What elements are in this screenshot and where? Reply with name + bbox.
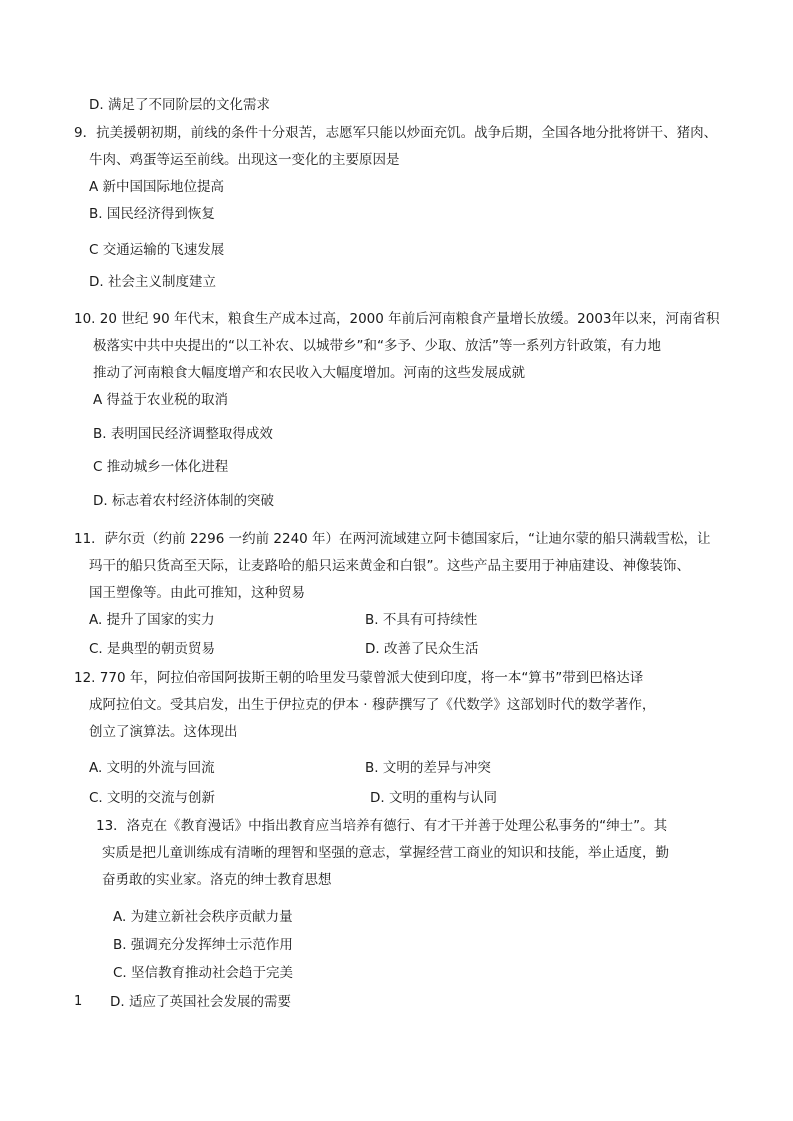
- q10-option-b: B. 表明国民经济调整取得成效: [93, 426, 273, 442]
- q13-option-c: C. 坚信教育推动社会趋于完美: [113, 965, 294, 981]
- q11-stem-line-1: 11．萨尔贡（约前 2296 一约前 2240 年）在两河流域建立阿卡德国家后，“让迪尔蒙的船只满载雪松，让: [74, 531, 711, 547]
- q13-stem-line-2: 实质是把儿童训练成有清晰的理智和坚强的意志，掌握经营工商业的知识和技能，举止适度，勤: [102, 845, 669, 861]
- q12-stem-line-1: 12. 770 年，阿拉伯帝国阿拔斯王朝的哈里发马蒙曾派大使到印度，将一本“算书”带到巴格达译: [74, 670, 644, 686]
- q8-option-d: D. 满足了不同阶层的文化需求: [89, 97, 270, 113]
- q10-option-a: A 得益于农业税的取消: [93, 392, 229, 408]
- q12-option-c: C. 文明的交流与创新: [89, 790, 216, 806]
- q9-option-d: D. 社会主义制度建立: [89, 274, 216, 290]
- q11-stem-line-3: 国王塑像等。由此可推知，这种贸易: [89, 585, 305, 601]
- page-number: 1: [74, 994, 83, 1009]
- q13-stem-line-3: 奋勇敢的实业家。洛克的绅士教育思想: [102, 872, 332, 888]
- q9-stem-line-1: 9．抗美援朝初期，前线的条件十分艰苦，志愿军只能以炒面充饥。战争后期，全国各地分批将饼干、猪肉、: [74, 125, 718, 141]
- q9-option-a: A 新中国国际地位提高: [89, 179, 225, 195]
- q11-option-c: C. 是典型的朝贡贸易: [89, 641, 216, 657]
- q12-stem-line-2: 成阿拉伯文。受其启发，出生于伊拉克的伊本 · 穆萨撰写了《代数学》这部划时代的数学著作，: [89, 697, 656, 713]
- q11-option-a: A. 提升了国家的实力: [89, 612, 215, 628]
- q10-option-c: C 推动城乡一体化进程: [93, 459, 229, 475]
- q13-option-d: D. 适应了英国社会发展的需要: [110, 994, 291, 1010]
- q10-stem-line-3: 推动了河南粮食大幅度增产和农民收入大幅度增加。河南的这些发展成就: [93, 365, 525, 381]
- q11-stem-line-2: 玛干的船只货高至天际，让麦路哈的船只运来黄金和白银”。这些产品主要用于神庙建设、神像装饰、: [89, 558, 690, 574]
- q10-stem-line-1: 10. 20 世纪 90 年代末，粮食生产成本过高，2000 年前后河南粮食产量增长放缓。2003年以来，河南省积: [74, 311, 720, 327]
- q9-stem-line-2: 牛肉、鸡蛋等运至前线。出现这一变化的主要原因是: [89, 152, 400, 168]
- q13-option-b: B. 强调充分发挥绅士示范作用: [113, 937, 293, 953]
- q10-option-d: D. 标志着农村经济体制的突破: [93, 493, 274, 509]
- q11-option-d: D. 改善了民众生活: [365, 641, 479, 657]
- q12-option-d: D. 文明的重构与认同: [370, 790, 497, 806]
- q9-option-c: C 交通运输的飞速发展: [89, 242, 225, 258]
- q13-stem-line-1: 13．洛克在《教育漫话》中指出教育应当培养有德行、有才干并善于处理公私事务的“绅士”。其: [96, 818, 668, 834]
- q13-option-a: A. 为建立新社会秩序贡献力量: [113, 909, 293, 925]
- q11-option-b: B. 不具有可持续性: [365, 612, 478, 628]
- q10-stem-line-2: 极落实中共中央提出的“以工补农、以城带乡”和“多予、少取、放活”等一系列方针政策，有力地: [93, 338, 661, 354]
- q9-option-b: B. 国民经济得到恢复: [89, 206, 215, 222]
- q12-option-b: B. 文明的差异与冲突: [365, 760, 491, 776]
- q12-option-a: A. 文明的外流与回流: [89, 760, 215, 776]
- q12-stem-line-3: 创立了演算法。这体现出: [89, 724, 238, 740]
